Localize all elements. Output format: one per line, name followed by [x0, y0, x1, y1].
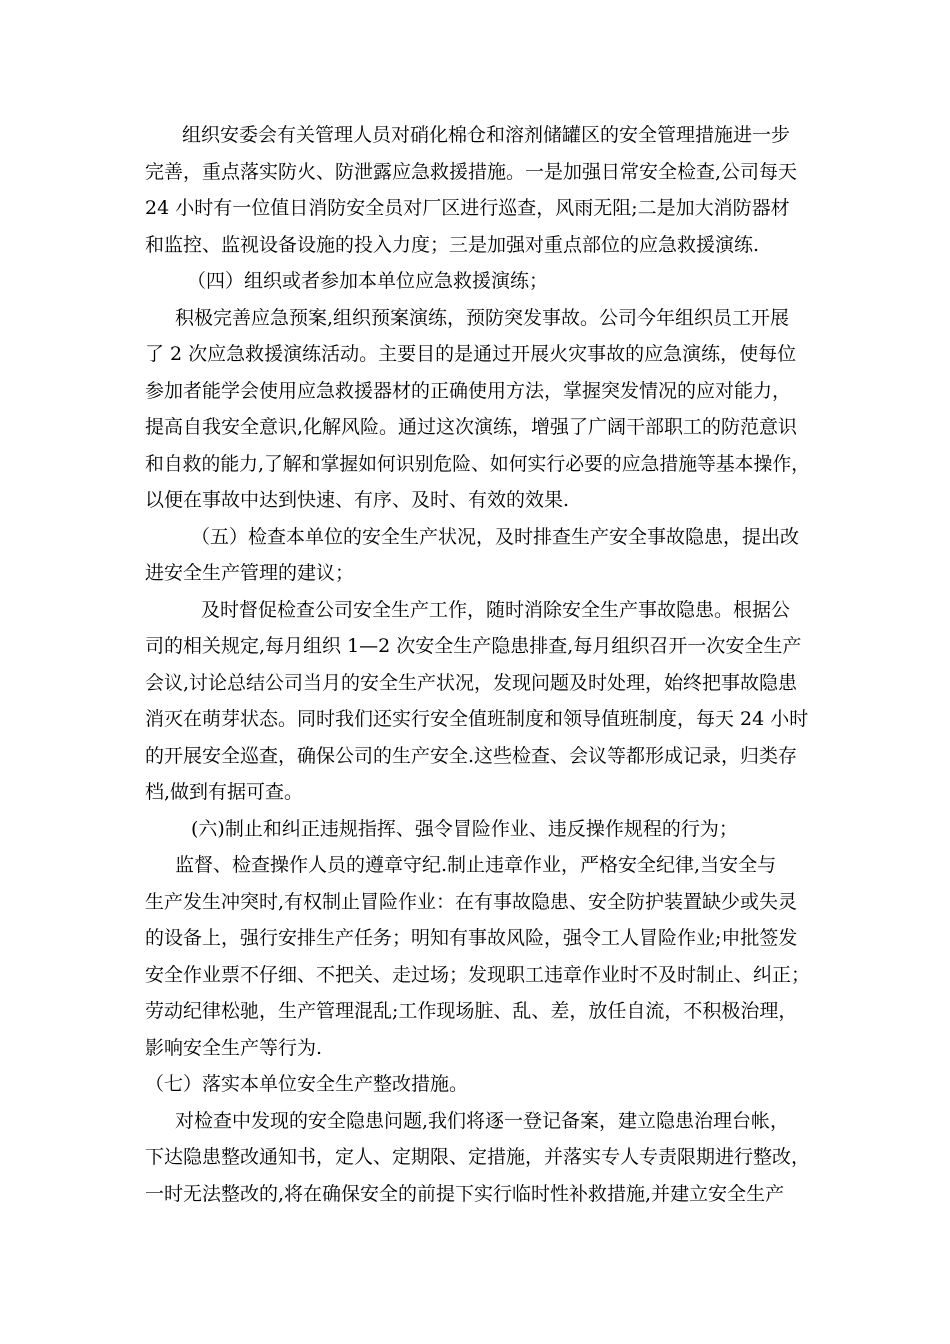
paragraph-line: 一时无法整改的,将在确保安全的前提下实行临时性补救措施,并建立安全生产	[145, 1182, 785, 1205]
paragraph-line: 积极完善应急预案,组织预案演练，预防突发事故。公司今年组织员工开展	[175, 306, 790, 329]
paragraph-line: 对检查中发现的安全隐患问题,我们将逐一登记备案，建立隐患治理台帐，	[175, 1109, 790, 1132]
paragraph-line: 档,做到有据可查。	[145, 781, 304, 803]
paragraph-line: 以便在事故中达到快速、有序、及时、有效的效果.	[145, 489, 570, 511]
paragraph-line: 24 小时有一位值日消防安全员对厂区进行巡查，风雨无阻;二是加大消防器材	[145, 197, 790, 219]
section-heading-4: （四）组织或者参加本单位应急救援演练；	[187, 270, 549, 292]
paragraph-line: 进安全生产管理的建议；	[145, 562, 355, 584]
paragraph-line: 组织安委会有关管理人员对硝化棉仓和溶剂储罐区的安全管理措施进一步	[182, 124, 791, 146]
paragraph-line: 会议,讨论总结公司当月的安全生产状况，发现问题及时处理，始终把事故隐患	[145, 671, 798, 694]
section-heading-5: （五）检查本单位的安全生产状况，及时排查生产安全事故隐患，提出改	[191, 525, 800, 548]
paragraph-line: 完善，重点落实防火、防泄露应急救援措施。一是加强日常安全检查,公司每天	[145, 160, 798, 183]
paragraph-line: 的开展安全巡查，确保公司的生产安全.这些检查、会议等都形成记录，归类存	[145, 744, 798, 767]
paragraph-line: 的设备上，强行安排生产任务；明知有事故风险，强令工人冒险作业;申批签发	[145, 927, 798, 949]
section-heading-7: （七）落实本单位安全生产整改措施。	[145, 1073, 469, 1095]
paragraph-line: 下达隐患整改通知书，定人、定期限、定措施，并落实专人专责限期进行整改，	[145, 1146, 810, 1168]
paragraph-line: 了 2 次应急救援演练活动。主要目的是通过开展火灾事故的应急演练，使每位	[145, 343, 797, 365]
paragraph-line: 和监控、监视设备设施的投入力度；三是加强对重点部位的应急救援演练.	[145, 233, 760, 256]
paragraph-line: 司的相关规定,每月组织 1—2 次安全生产隐患排查,每月组织召开一次安全生产	[145, 635, 802, 657]
paragraph-line: 影响安全生产等行为.	[145, 1036, 323, 1059]
paragraph-line: 监督、检查操作人员的遵章守纪.制止违章作业，严格安全纪律,当安全与	[175, 854, 777, 876]
paragraph-line: 及时督促检查公司安全生产工作，随时消除安全生产事故隐患。根据公	[201, 598, 791, 621]
paragraph-line: 安全作业票不仔细、不把关、走过场；发现职工违章作业时不及时制止、纠正；	[145, 963, 810, 986]
document-page	[145, 117, 810, 1212]
paragraph-line: 参加者能学会使用应急救援器材的正确使用方法，掌握突发情况的应对能力，	[145, 379, 792, 402]
paragraph-line: 消灭在萌芽状态。同时我们还实行安全值班制度和领导值班制度，每天 24 小时	[145, 708, 809, 730]
paragraph-line: 和自救的能力,了解和掌握如何识别危险、如何实行必要的应急措施等基本操作，	[145, 452, 810, 475]
paragraph-line: 生产发生冲突时,有权制止冒险作业：在有事故隐患、安全防护装置缺少或失灵	[145, 890, 798, 913]
paragraph-line: 劳动纪律松驰，生产管理混乱;工作现场脏、乱、差，放任自流，不积极治理，	[145, 1000, 798, 1022]
paragraph-line: 提高自我安全意识,化解风险。通过这次演练，增强了广阔干部职工的防范意识	[145, 416, 798, 438]
section-heading-6: (六)制止和纠正违规指挥、强令冒险作业、违反操作规程的行为；	[191, 817, 738, 840]
